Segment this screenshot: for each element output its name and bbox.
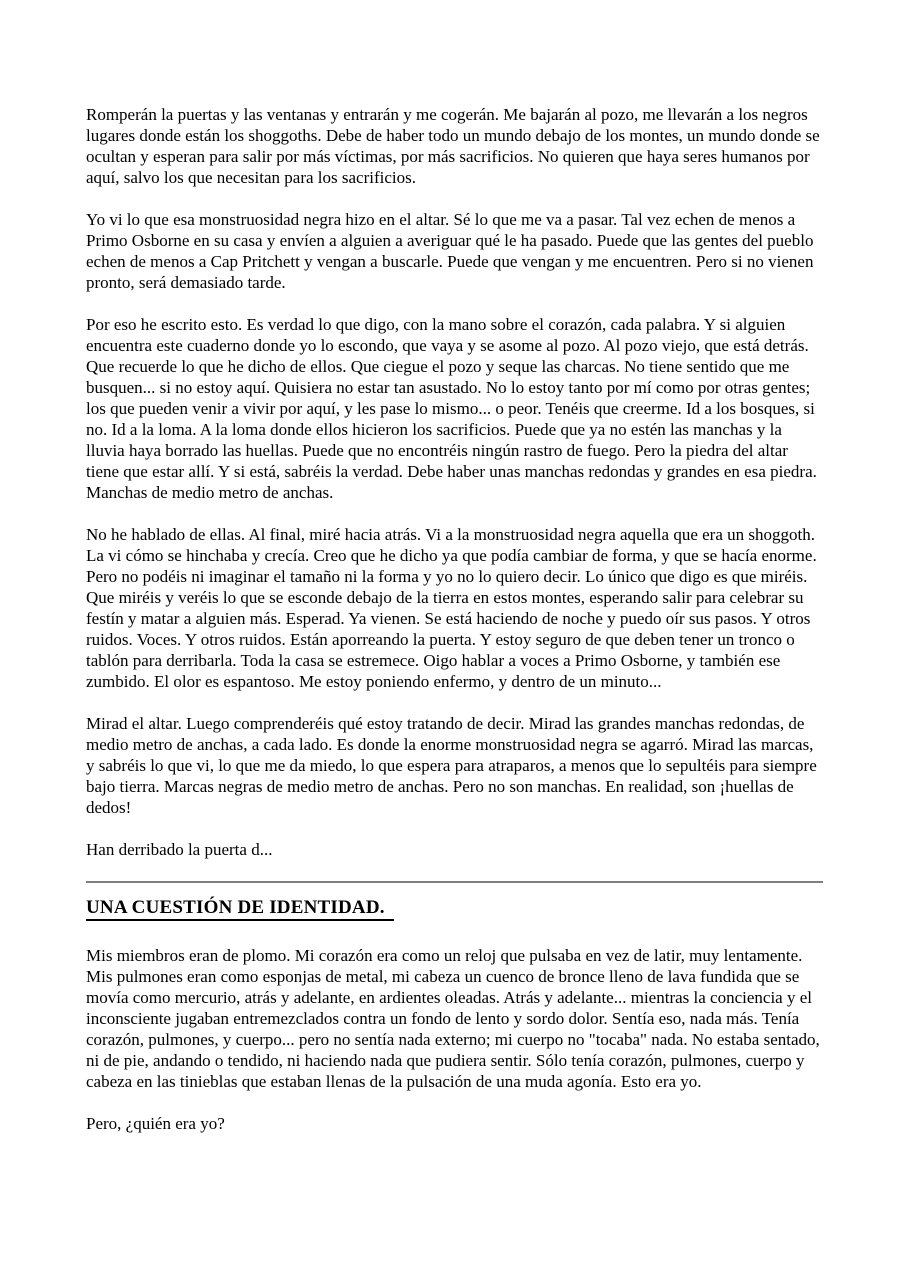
paragraph: No he hablado de ellas. Al final, miré hacia atrás. Vi a la monstruosidad negra aquella que era un shoggoth. La vi cómo se hinchaba y crecía. Creo que he dicho ya que podía cambiar de forma, y que se hacía enorme. Pero no podéis ni imaginar el tamaño ni la forma y yo no lo quiero decir. Lo único que digo es que miréis. Que miréis y veréis lo que se esconde debajo de la tierra en estos montes, esperando salir para celebrar su festín y matar a alguien más. Esperad. Ya vienen. Se está haciendo de noche y puedo oír sus pasos. Y otros ruidos. Voces. Y otros ruidos. Están aporreando la puerta. Y estoy seguro de que deben tener un tronco o tablón para derribarla. Toda la casa se estremece. Oigo hablar a voces a Primo Osborne, y también ese zumbido. El olor es espantoso. Me estoy poniendo enfermo, y dentro de un minuto... [86,525,817,691]
paragraph: Yo vi lo que esa monstruosidad negra hizo en el altar. Sé lo que me va a pasar. Tal vez echen de menos a Primo Osborne en su casa y envíen a alguien a averiguar qué le ha pasado. Puede que las gentes del pueblo echen de menos a Cap Pritchett y vengan a buscarle. Puede que vengan y me encuentren. Pero si no vienen pronto, será demasiado tarde. [86,210,814,292]
paragraph: Por eso he escrito esto. Es verdad lo que digo, con la mano sobre el corazón, cada palabra. Y si alguien encuentra este cuaderno donde yo lo escondo, que vaya y se asome al pozo. Al pozo viejo, que está detrás. Que recuerde lo que he dicho de ellos. Que ciegue el pozo y seque las charcas. No tiene sentido que me busquen... si no estoy aquí. Quisiera no estar tan asustado. No lo estoy tanto por mí como por otras gentes; los que pueden venir a vivir por aquí, y les pase lo mismo... o peor. Tenéis que creerme. Id a los bosques, si no. Id a la loma. A la loma donde ellos hicieron los sacrificios. Puede que ya no estén las manchas y la lluvia haya borrado las huellas. Puede que no encontréis ningún rastro de fuego. Pero la piedra del altar tiene que estar allí. Y si está, sabréis la verdad. Debe haber unas manchas redondas y grandes en esa piedra. Manchas de medio metro de anchas. [86,315,817,502]
story-heading-text: UNA CUESTIÓN DE IDENTIDAD. [86,897,394,921]
paragraph: Romperán la puertas y las ventanas y entrarán y me cogerán. Me bajarán al pozo, me llevarán a los negros lugares donde están los shoggoths. Debe de haber todo un mundo debajo de los montes, un mundo donde se ocultan y esperan para salir por más víctimas, por más sacrificios. No quieren que haya seres humanos por aquí, salvo los que necesitan para los sacrificios. [86,105,820,187]
paragraph: Mirad el altar. Luego comprenderéis qué estoy tratando de decir. Mirad las grandes manchas redondas, de medio metro de anchas, a cada lado. Es donde la enorme monstruosidad negra se agarró. Mirad las marcas, y sabréis lo que vi, lo que me da miedo, lo que espera para atraparos, a menos que lo sepultéis para siempre bajo tierra. Marcas negras de medio metro de anchas. Pero no son manchas. En realidad, son ¡huellas de dedos! [86,714,817,817]
paragraph: Han derribado la puerta d... [86,840,273,859]
story-heading [86,896,823,920]
section-divider [86,881,823,883]
paragraph: Mis miembros eran de plomo. Mi corazón era como un reloj que pulsaba en vez de latir, muy lentamente. Mis pulmones eran como esponjas de metal, mi cabeza un cuenco de bronce lleno de lava fundida que se movía como mercurio, atrás y adelante, en ardientes oleadas. Atrás y adelante... mientras la conciencia y el inconsciente jugaban entremezclados contra un fondo de lento y sordo dolor. Sentía eso, nada más. Tenía corazón, pulmones, y cuerpo... pero no sentía nada externo; mi cuerpo no "tocaba" nada. No estaba sentado, ni de pie, andando o tendido, ni haciendo nada que pudiera sentir. Sólo tenía corazón, pulmones, cuerpo y cabeza en las tinieblas que estaban llenas de la pulsación de una muda agonía. Esto era yo. [86,946,820,1091]
paragraph: Pero, ¿quién era yo? [86,1114,225,1133]
